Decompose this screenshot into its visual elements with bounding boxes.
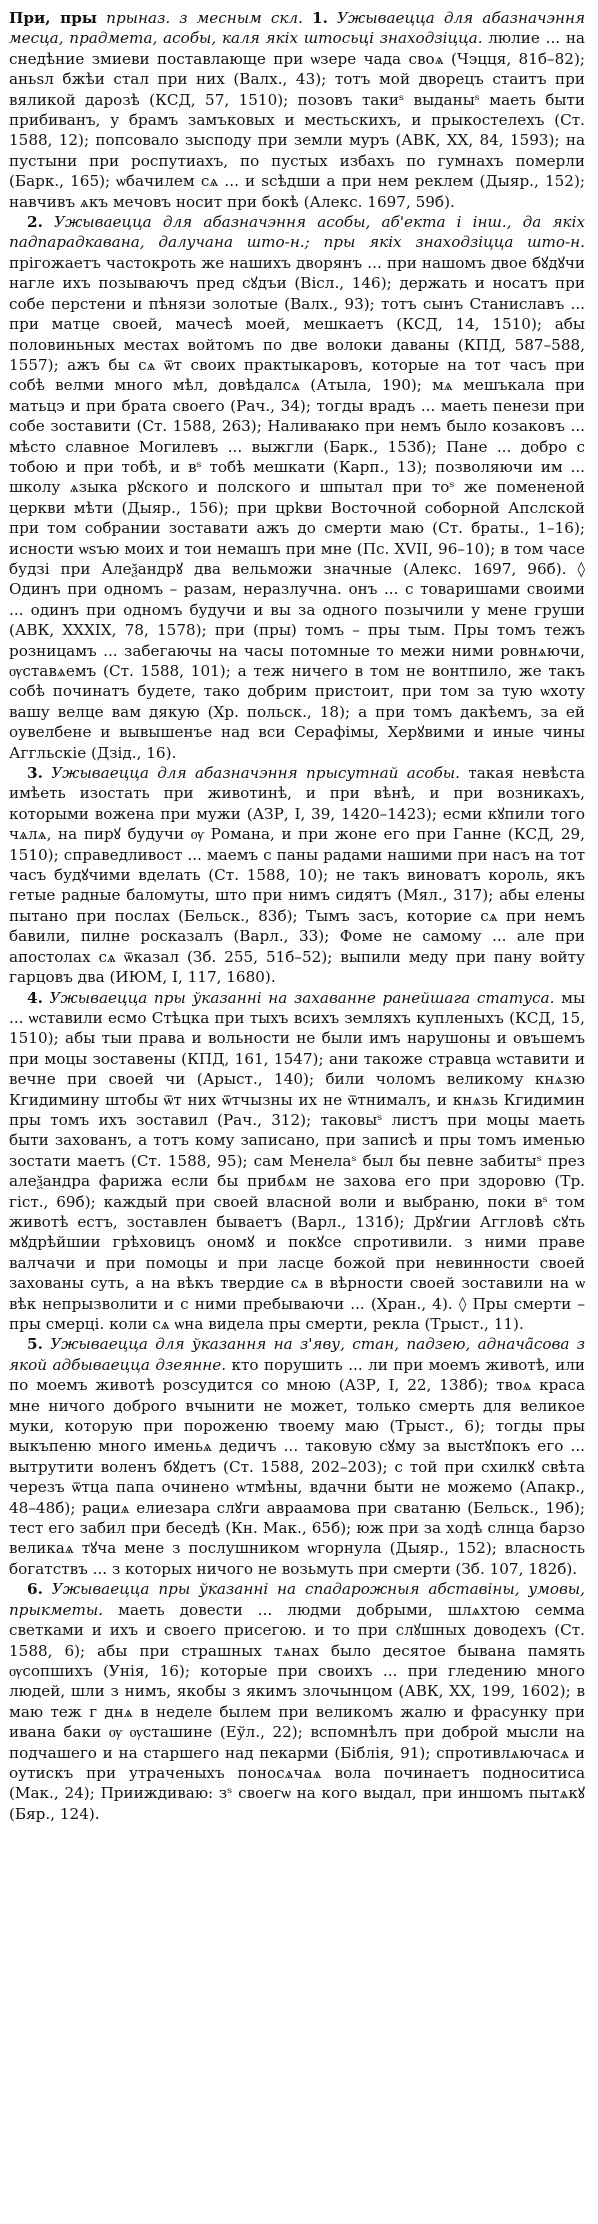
sense-citations: мы ... ѡставили есмо Стѣцка при тыхъ всихъ земляхъ купленыхъ (КСД, 15, 1510); абы тыи права и вольности не были имъ нарушоны и овъшемъ при моцы зоставены (КПД, 161, 1547); ани такоже стравца ѡставити и вечне при своей чи (Арыст., 140); били чоломъ великому кнѧзю Кгидимину штобы ѿт них ѿтчызны их не ѿтнималъ, и кнѧзь Кгидимин пры томъ ихъ зоставил (Рач., 312); таковыˢ листъ при моцы маеть быти захованъ, а тотъ кому записано, при записѣ и пры томъ именью зостати маетъ (Ст. 1588, 95); сам Менелаˢ был бы певне забитыˢ през алеѯандра фарижа если бы прибѧм не захова его при здоровю (Тр. гіст., 69б); каждый при своей власной воли и выбраню, поки вˢ том животѣ естъ, зоставлен бываетъ (Варл., 131б); Дрꙋгии Аггловѣ сꙋть мꙋдрѣйшии грѣховицъ ономꙋ и покꙋсе спротивили. з ними праве валчачи и при помоцы и при ласце божой при невинности своей захованы суть, а на вѣкъ твердие сѧ в вѣрности своей зоставили на ѡ вѣк непрызволити и с ними пребываючи ... (Хран., 4). ◊ Пры смерти – пры смерці. коли сѧ ѡна видела пры смерти, рекла (Трыст., 11). — [9, 988, 586, 1333]
sense-definition: Ужываецца для абазначэння прысутнай асобы. — [51, 764, 460, 783]
sense-number: 5. — [27, 1335, 43, 1354]
sense-number: 1. — [312, 9, 328, 27]
sense-number: 2. — [27, 213, 43, 232]
entry-section-5 — [9, 1334, 585, 1579]
sense-citations: маеть довести ... людми добрыми, шлѧхтою семма светками и ихъ и своего присегою. и то при слꙋшных доводехъ (Ст. 1588, 6); абы при страшных тѧнах было десятое бывана память ѹсопшихъ (Унія, 16); которые при своихъ ... при гледению много людей, шли з нимъ, якобы з якимъ злочынцом (АВК, ХХ, 199, 1602); в маю теж г днѧ в неделе былем при великомъ жалю и фрасунку при ивана баки ѹ ѹсташине (Еўл., 22); вспомнѣлъ при доброй мысли на подчашего и на старшего над пекарми (Біблія, 91); спротивлѧючасѧ и оутискъ при утраченыхъ поносѧчаѧ вола починаетъ подноситиса (Мак., 24); Прииждиваю: зˢ своегѡ на кого выдал, при иншомъ пытѧкꙋ (Бяр., 124). — [9, 1600, 585, 1823]
sense-number: 6. — [27, 1580, 43, 1599]
sense-number: 3. — [27, 764, 43, 783]
headword: При, пры — [9, 9, 98, 27]
sense-citations: такая невѣста имѣеть изостать при животинѣ, и при вѣнѣ, и при возникахъ, которыми вожена при мужи (АЗР, І, 39, 1420–1423); еcми кꙋпили того чѧлѧ, на пирꙋ будучи ѹ Романа, и при жоне его при Ганне (КСД, 29, 1510); справедливост ... маемъ с паны радами нашими при насъ на тот часъ будꙋчими вделать (Ст. 1588, 10); не такъ виноватъ король, якъ гетые радные баломуты, што при нимъ сидятъ (Мял., 317); абы елены пытано при послах (Бельск., 83б); Тымъ засъ, которие сѧ при немъ бавили, пилне росказалъ (Варл., 33); Фоме не самому ... але при апостолах сѧ ѿказал (Зб. 255, 51б–52); выпили меду при пану войту гарцовъ два (ИЮМ, І, 117, 1680). — [9, 764, 586, 987]
sense-number: 4. — [27, 988, 43, 1007]
sense-definition: Ужываецца пры ўказанні на спадарожныя абставіны, умовы, прыкметы. — [9, 1580, 586, 1619]
sense-citations: люлие ... на снедѣние змиеви поставлающе при ѡзере чада своѧ (Чэцця, 81б–82); аньѕл бжѣи стал при них (Валх., 43); тотъ мой дворецъ стаитъ при вяликой дарозѣ (КСД, 57, 1510); позовъ такиˢ выданыˢ маеть быти прибиванъ, у брамъ замъковых и местьскихъ, и прыкостелехъ (Ст. 1588, 12); попсовало зысподу при земли муръ (АВК, XX, 84, 1593); на пустыни при роспутиахъ, по пустых избахъ по гумнахъ померли (Барк., 165); ѡбачилем сѧ ... и ѕсѣдши а при нем реклем (Дыяр., 152); навчивъ ѧкъ мечовъ носит при бокѣ (Алекс. 1697, 59б). — [9, 29, 585, 211]
sense-definition: Ужываецца для ўказання на з'яву, стан, падзею, аднача̃сова з якой адбываецца дзеянне. — [9, 1335, 585, 1374]
sense-definition: Ужываецца пры ўказанні на захаванне ранейшага статуса. — [49, 988, 555, 1007]
entry-section-1 — [9, 8, 585, 212]
sense-definition: Ужываецца для абазначэння месца, прадмета, асобы, каля якіх штосьці знаходзіцца. — [9, 9, 586, 48]
sense-definition: Ужываецца для абазначэння асобы, аб'екта і інш., да якіх падпарадкавана, далучана што-н.; пры якіх знаходзіцца што-н. — [9, 213, 586, 252]
entry-section-6 — [9, 1579, 585, 1824]
entry-section-2 — [9, 212, 585, 763]
sense-citations: прігожаетъ частокроть же нашихъ дворянъ ... при нашомъ двое бꙋдꙋчи нагле ихъ позываючъ пред сꙋдъи (Віcл., 146); держать и носатъ при собе перстени и пѣнязи золотые (Валх., 93); тотъ сынъ Станиславъ ... при матце своей, мачесѣ моей, мешкаетъ (КСД, 14, 1510); абы половиньных местах войтомъ по две волоки даваны (КПД, 587–588, 1557); ажъ бы сѧ ѿт своих практыкаровъ, которые на тот часъ при собѣ велми много мѣл, довѣдалсѧ (Атыла, 190); мѧ мешъкала при матьцэ и при брата своего (Рач., 34); тогды врадъ ... маеть пенези при собе зоставити (Ст. 1588, 263); Наливаꙗко при немъ было козаковъ ... мѣсто славное Могилевъ ... выжгли (Барк., 153б); Пане ... добро с тобою и при тобѣ, и вˢ тобѣ мешкати (Карп., 13); позволяючи им ... школу ѧзыка рꙋского и полского и шпытал при тоˢ же помененой церкви мѣти (Дыяр., 156); при црkви Восточной соборной Апслской при том собрании зоставати ажъ до смерти маю (Ст. браты., 1–16); исности ѡѕъю моих и тои немашъ при мне (Пс. XVII, 96–10); в том часе будзі при Алеѯандрꙋ два вельможи значные (Алекс. 1697, 96б). ◊ Одинъ при одномъ – разам, неразлучна. онъ ... с товаришами своими ... одинъ при одномъ будучи и вы за одного позычили у мене груши (АВК, ХХХІХ, 78, 1578); при (пры) томъ – пры тым. Пры томъ тежъ розницамъ ... забегаючы на часы потомные то межи ними ровнѧючи, ѹставѧемъ (Ст. 1588, 101); а теж ничего в том не вонтпило, же такъ собѣ починатъ будете, тако добрим пристоит, при том за тую ѡхоту вашу велце вам дякую (Хр. польск., 18); а при томъ дакѣемъ, за ей оувелбене и вывышенъе над вси Серафімы, Херꙋвими и иные чины Аггльскіе (Дзід., 16). — [9, 253, 585, 762]
entry-section-3 — [9, 763, 585, 987]
entry-section-4 — [9, 988, 585, 1335]
part-of-speech: прыназ. з месным скл. — [106, 9, 303, 27]
sense-citations: кто порушить ... ли при моемъ животѣ, или по моемъ животѣ розсудится со мною (АЗР, І, 22, 138б); твоѧ краса мне ничого доброго вчынити не может, только смерть для великое муки, которую при пороженю твоему маю (Трыст., 6); тогды пры выкъпеню много именьѧ дедичъ ... таковую сꙋму за выстꙋпокъ его ... вытрутити воленъ бꙋдетъ (Ст. 1588, 202–203); с той при схилкꙋ свѣта черезъ ѿтца папа очинено ѡтмѣны, вдачни быти не можемо (Апакр., 48–48б); рациѧ елиезара слꙋги авраамова при сватаню (Бельск., 19б); тест его забил при беседѣ (Кн. Мак., 65б); юж при за ходѣ слнца барзо великаѧ тꙋча мене з послушником ѡгорнула (Дыяр., 152); власность богатствъ ... з которых ничого не возьмуть при смерти (Зб. 107, 182б). — [9, 1355, 586, 1578]
